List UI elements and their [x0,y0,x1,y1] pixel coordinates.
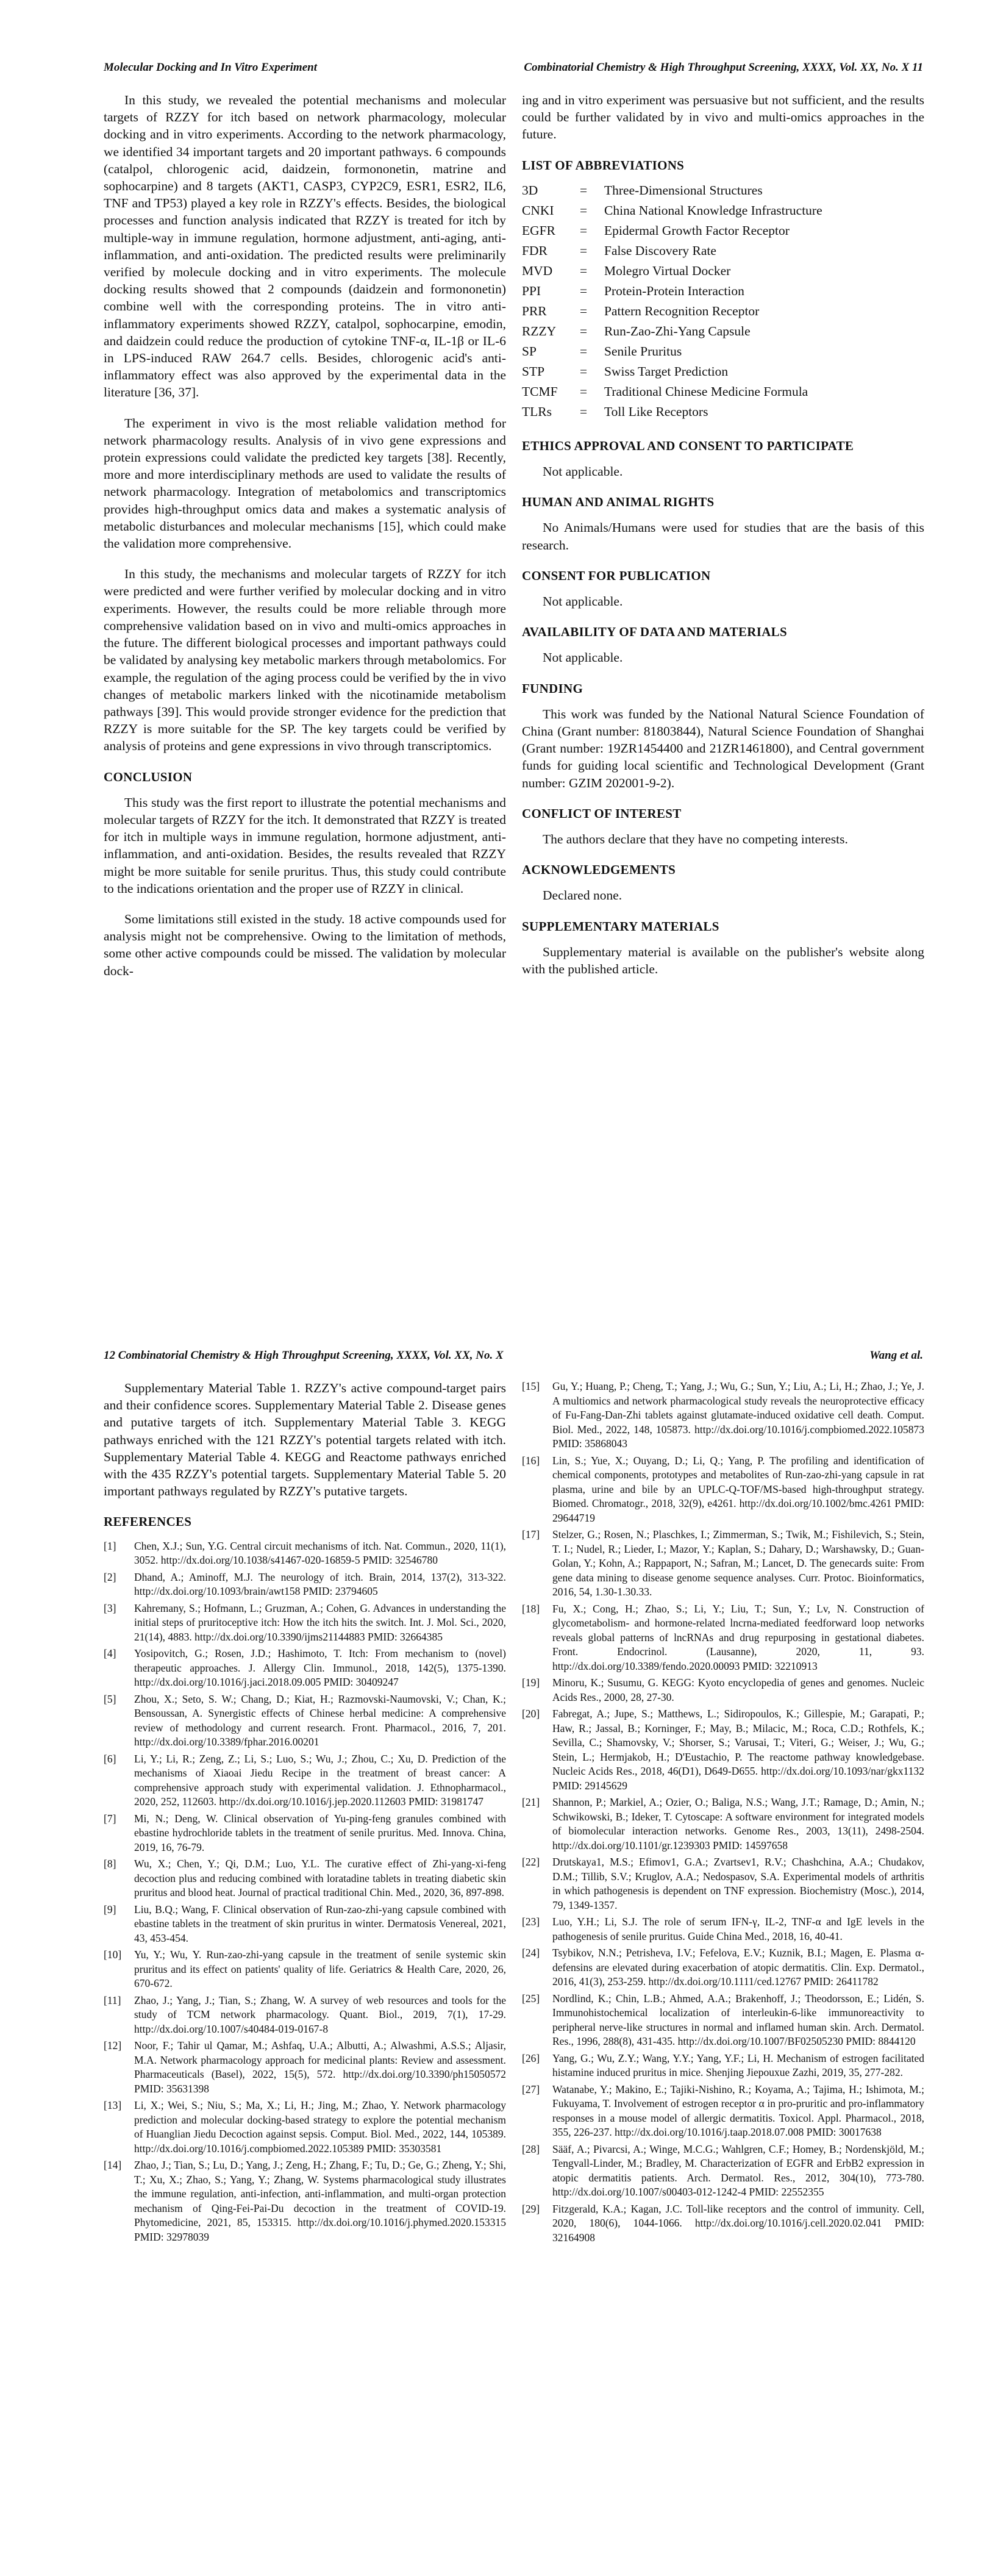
reference-item [522,1676,924,1705]
reference-number: [25] [522,1992,540,2005]
reference-item [522,1454,924,1526]
abbreviation-equals: = [580,384,588,399]
reference-text: Zhao, J.; Tian, S.; Lu, D.; Yang, J.; Zeng, H.; Zhang, F.; Tu, D.; Ge, G.; Zheng, Y.; Shi, T.; Xu, X.; Zhao, S.; Yang, Y.; Zhang, W. Systems pharmacological study illustrates the immune regulation, anti-infection, anti-inflammation, and multi-organ protection mechanism of Qing-Fei-Pai-Du decoction in the treatment of COVID-19. Phytomedicine, 2021, 85, 153315. http://dx.doi.org/10.1016/j.phymed.2020.153315 PMID: 32978039 [134,2159,506,2243]
abbreviation-term: RZZY [522,323,557,338]
reference-number: [22] [522,1856,540,1868]
reference-item [522,1602,924,1674]
reference-item [104,1752,506,1809]
reference-text: Sääf, A.; Pivarcsi, A.; Winge, M.C.G.; Wahlgren, C.F.; Homey, B.; Nordenskjöld, M.; Tengvall-Linder, M.; Bradley, M. Characterization of EGFR and ErbB2 expression in atopic dermatitis patients. Arch. Dermatol. Res., 2012, 304(10), 773-780. http://dx.doi.org/10.1007/s00403-012-1242-4 PMID: 22552355 [552,2142,924,2198]
reference-text: Nordlind, K.; Chin, L.B.; Ahmed, A.A.; Brakenhoff, J.; Theodorsson, E.; Lidén, S. Immunohistochemical localization of interleukin-6-like immunoreactivity to peripheral nerve-like structures in normal and inflamed human skin. Arch. Dermatol. Res., 1996, 288(8), 431-435. http://dx.doi.org/10.1007/BF02505230 PMID: 8844120 [552,1992,924,2047]
continuation-paragraph: ing and in vitro experiment was persuasive but not sufficient, and the results could be further validated by in vivo and multi-omics approaches in the future. [522,93,924,142]
reference-item [522,1855,924,1912]
acknowledgements-heading: ACKNOWLEDGEMENTS [522,862,676,878]
reference-number: [20] [522,1708,540,1720]
reference-text: Luo, Y.H.; Li, S.J. The role of serum IFN-γ, IL-2, TNF-α and IgE levels in the pathogenesis of senile pruritus. Guide China Med., 2018, 16, 40-41. [552,1916,924,1942]
reference-item [522,1992,924,2049]
reference-text: Gu, Y.; Huang, P.; Cheng, T.; Yang, J.; Wu, G.; Sun, Y.; Liu, A.; Li, H.; Zhao, J.; Ye, J. A multiomics and network pharmacological study reveals the neuroprotective efficacy of Fu-Fang-Dan-Zhi tablets against glutamate-induced oxidative cell death. Comput. Biol. Med., 2022, 148, 105873. http://dx.doi.org/10.1016/j.compbiomed.2022.105873 PMID: 35868043 [552,1380,924,1450]
abbreviation-definition: Three-Dimensional Structures [604,182,763,198]
reference-text: Fu, X.; Cong, H.; Zhao, S.; Li, Y.; Liu, T.; Sun, Y.; Lv, N. Construction of glycometabolism- and hormone-related lncrna-mediated feedforward loop networks reveals global patterns of lncRNAs and drug repurposing in gestational diabetes. Front. Endocrinol. (Lausanne), 2020, 11, 93. http://dx.doi.org/10.3389/fendo.2020.00093 PMID: 32210913 [552,1602,924,1672]
abbreviation-definition: Run-Zao-Zhi-Yang Capsule [604,323,751,338]
abbreviation-term: PPI [522,283,541,298]
conclusion-heading: CONCLUSION [104,769,193,784]
reference-item [104,1539,506,1568]
acknowledgements-text: Declared none. [543,888,622,903]
abbreviation-equals: = [580,404,588,419]
abbreviation-equals: = [580,303,588,318]
reference-item [104,1948,506,1991]
abbreviation-equals: = [580,283,588,298]
abbreviation-equals: = [580,202,588,218]
conflict-heading: CONFLICT OF INTEREST [522,806,682,821]
abbreviation-term: TLRs [522,404,552,419]
reference-text: Drutskaya1, M.S.; Efimov1, G.A.; Zvartsev1, R.V.; Chashchina, A.A.; Chudakov, D.M.; Tillib, S.V.; Kruglov, A.A.; Nedospasov, S.A. Experimental models of arthritis in which pathogenesis is dependent on TNF expression. Biochemistry (Mosc.), 2014, 79, 1349-1357. [552,1856,924,1911]
supplementary-text: Supplementary material is available on the publisher's website along with the published article. [522,944,924,977]
conclusion-paragraph: This study was the first report to illustrate the potential mechanisms and molecular targets of RZZY for the itch. It demonstrated that RZZY is treated for itch in multiple ways in immune regulation, hormone adjustment, anti-inflammation, and anti-oxidation. Besides, the results revealed that RZZY might be more suitable for senile pruritus. Thus, this study could contribute to the indications orientation and the proper use of RZZY in clinical. [104,795,506,896]
reference-item [104,1857,506,1900]
reference-text: Stelzer, G.; Rosen, N.; Plaschkes, I.; Zimmerman, S.; Twik, M.; Fishilevich, S.; Stein, T. I.; Nudel, R.; Lieder, I.; Mazor, Y.; Kaplan, S.; Dahary, D.; Warshawsky, D.; Guan-Golan, Y.; Kohn, A.; Rappaport, N.; Safran, M.; Lancet, D. The genecards suite: From gene data mining to disease genome sequence analyses. Curr. Protoc. Bioinformatics, 2016, 54, 1.30-1.30.33. [552,1528,924,1598]
journal-header: 12 Combinatorial Chemistry & High Throughput Screening, XXXX, Vol. XX, No. X [104,1349,504,1362]
human-animal-text: No Animals/Humans were used for studies that are the basis of this research. [522,520,924,553]
running-title: Molecular Docking and In Vitro Experiment [104,61,317,74]
abbreviation-equals: = [580,323,588,338]
discussion-paragraph: In this study, we revealed the potential mechanisms and molecular targets of RZZY for itch based on network pharmacology, molecular docking and in vitro experiments. According to the network pharmacology, we identified 34 important targets and 20 important pathways. 6 compounds (catalpol, chlorogenic acid, daidzein, formononetin, matrine and sophocarpine) and 8 targets (AKT1, CASP3, CYP2C9, ESR1, ESR2, IL6, TNF and TP53) played a key role in RZZY's effects. Besides, the biological processes and function analysis indicated that RZZY is treated for itch by multiple-way in immune regulation, hormone adjustment, anti-aging, anti-inflammation, and anti-oxidation. The predicted results were preliminarily verified by molecule docking and in vitro experiments. The molecule docking results showed that 2 compounds (daidzein and formononetin) combine well with the corresponding proteins. The in vitro anti-inflammatory experiments showed RZZY, catalpol, sophocarpine, emodin, and daidzein could reduce the production of cytokine TNF-α, IL-1β or IL-6 in LPS-induced RAW 264.7 cells. Besides, chlorogenic acid's anti-inflammatory effect was also approved by the experimental data in the literature [36, 37]. [104,93,506,400]
page-12 [0,1288,995,2576]
reference-item [104,2158,506,2244]
reference-text: Yang, G.; Wu, Z.Y.; Wang, Y.Y.; Yang, Y.F.; Li, H. Mechanism of estrogen facilitated histamine induced pruritus in mice. Shenjing Jiepouxue Zazhi, 2019, 35, 277-282. [552,2052,924,2078]
abbreviation-term: PRR [522,303,547,318]
reference-text: Yosipovitch, G.; Rosen, J.D.; Hashimoto, T. Itch: From mechanism to (novel) therapeutic approaches. J. Allergy Clin. Immunol., 2018, 142(5), 1375-1390. http://dx.doi.org/10.1016/j.jaci.2018.09.005 PMID: 30409247 [134,1647,506,1689]
reference-number: [21] [522,1796,540,1808]
reference-item [104,1903,506,1946]
reference-list-right [522,1379,924,2245]
reference-number: [9] [104,1903,116,1916]
consent-heading: CONSENT FOR PUBLICATION [522,568,711,583]
reference-text: Li, X.; Wei, S.; Niu, S.; Ma, X.; Li, H.; Jing, M.; Zhao, Y. Network pharmacology prediction and molecular docking-based strategy to explore the potential mechanism of Huanglian Jiedu Decoction against sepsis. Comput. Biol. Med., 2022, 144, 105389. http://dx.doi.org/10.1016/j.compbiomed.2022.105389 PMID: 35303581 [134,2099,506,2155]
reference-text: Watanabe, Y.; Makino, E.; Tajiki-Nishino, R.; Koyama, A.; Tajima, H.; Ishimota, M.; Fukuyama, T. Involvement of estrogen receptor α in pro-pruritic and pro-inflammatory responses in a mouse model of allergic dermatitis. Toxicol. Appl. Pharmacol., 2018, 355, 226-237. http://dx.doi.org/10.1016/j.taap.2018.07.008 PMID: 30017638 [552,2083,924,2138]
supplementary-heading: SUPPLEMENTARY MATERIALS [522,918,719,934]
reference-number: [18] [522,1602,540,1615]
right-column [522,91,924,991]
abbreviation-definition: Pattern Recognition Receptor [604,303,760,318]
human-animal-heading: HUMAN AND ANIMAL RIGHTS [522,495,715,510]
reference-item [104,1692,506,1750]
abbreviation-definition: Swiss Target Prediction [604,363,729,379]
abbreviation-equals: = [580,343,588,359]
reference-item [104,2039,506,2096]
reference-number: [1] [104,1539,116,1552]
reference-number: [19] [522,1676,540,1689]
supplementary-tables-paragraph: Supplementary Material Table 1. RZZY's active compound-target pairs and their confidence scores. Supplementary Material Table 2. Disease genes and putative targets of itch. Supplementary Material Table 3. KEGG pathways enriched with the 121 RZZY's potential targets related with itch. Supplementary Material Table 4. KEGG and Reactome pathways enriched with the 435 RZZY's potential targets. Supplementary Material Table 5. 20 important pathways regulated by RZZY's putative targets. [104,1381,506,1499]
abbreviation-term: MVD [522,263,553,278]
abbreviation-term: TCMF [522,384,558,399]
reference-list-left [104,1539,506,2245]
abbreviation-definition: Traditional Chinese Medicine Formula [604,384,808,399]
reference-item [522,1528,924,1600]
author-header: Wang et al. [869,1349,923,1362]
reference-text: Fitzgerald, K.A.; Kagan, J.C. Toll-like receptors and the control of immunity. Cell, 2020, 180(6), 1044-1066. http://dx.doi.org/10.1016/j.cell.2020.02.041 PMID: 32164908 [552,2202,924,2244]
reference-item [104,1812,506,1855]
reference-number: [16] [522,1454,540,1467]
abbreviation-definition: Epidermal Growth Factor Receptor [604,223,790,238]
reference-item [104,1601,506,1645]
ethics-heading: ETHICS APPROVAL AND CONSENT TO PARTICIPATE [522,438,854,453]
abbreviation-equals: = [580,223,588,238]
abbreviation-definition: China National Knowledge Infrastructure [604,202,822,218]
reference-item [522,1915,924,1944]
reference-item [522,1379,924,1451]
reference-item [522,2142,924,2200]
reference-number: [15] [522,1380,540,1392]
reference-text: Shannon, P.; Markiel, A.; Ozier, O.; Baliga, N.S.; Wang, J.T.; Ramage, D.; Amin, N.; Schwikowski, B.; Ideker, T. Cytoscape: A software environment for integrated models of biomolecular interaction networks. Genome Res., 2003, 13(11), 2498-2504. http://dx.doi.org/10.1101/gr.1239303 PMID: 14597658 [552,1796,924,1852]
page-header [104,61,923,78]
consent-text: Not applicable. [543,594,623,609]
abbreviation-term: CNKI [522,202,554,218]
reference-text: Zhou, X.; Seto, S. W.; Chang, D.; Kiat, H.; Razmovski-Naumovski, V.; Chan, K.; Bensoussan, A. Synergistic effects of Chinese herbal medicine: A comprehensive review of methodology and current research. Front. Pharmacol., 2016, 7, 201. http://dx.doi.org/10.3389/fphar.2016.00201 [134,1692,506,1748]
abbreviation-equals: = [580,182,588,198]
abbreviation-equals: = [580,363,588,379]
reference-number: [23] [522,1916,540,1928]
abbreviation-definition: Senile Pruritus [604,343,682,359]
abbreviation-definition: Toll Like Receptors [604,404,708,419]
right-column [522,1379,924,2247]
reference-text: Li, Y.; Li, R.; Zeng, Z.; Li, S.; Luo, S.; Wu, J.; Zhou, C.; Xu, D. Prediction of the mechanisms of Xiaoai Jiedu Recipe in the treatment of breast cancer: A comprehensive approach study with experimental validation. J. Ethnopharmacol., 2020, 252, 112603. http://dx.doi.org/10.1016/j.jep.2020.112603 PMID: 31981747 [134,1752,506,1808]
reference-number: [13] [104,2099,122,2112]
abbreviation-term: SP [522,343,537,359]
reference-number: [14] [104,2159,122,2172]
reference-item [522,1946,924,1989]
reference-text: Chen, X.J.; Sun, Y.G. Central circuit mechanisms of itch. Nat. Commun., 2020, 11(1), 3052. http://dx.doi.org/10.1038/s41467-020-16859-5 PMID: 32546780 [134,1539,506,1567]
reference-item [104,1994,506,2037]
reference-number: [3] [104,1601,116,1614]
reference-item [104,1647,506,1690]
left-column [104,1379,506,2247]
abbreviations-heading: LIST OF ABBREVIATIONS [522,157,685,173]
reference-item [522,2083,924,2140]
reference-text: Fabregat, A.; Jupe, S.; Matthews, L.; Sidiropoulos, K.; Gillespie, M.; Garapati, P.; Haw, R.; Jassal, B.; Korninger, F.; May, B.; Milacic, M.; Roca, C.D.; Rothfels, K.; Sevilla, C.; Shamovsky, V.; Shorser, S.; Varusai, T.; Viteri, G.; Weiser, J.; Wu, G.; Stein, L.; Hermjakob, H.; D'Eustachio, P. The reactome pathway knowledgebase. Nucleic Acids Res., 2018, 46(D1), D649-D655. http://dx.doi.org/10.1093/nar/gkx1132 PMID: 29145629 [552,1708,924,1792]
abbreviation-term: FDR [522,243,547,258]
reference-text: Mi, N.; Deng, W. Clinical observation of Yu-ping-feng granules combined with ebastine hydrochloride tablets in the treatment of senile pruritus. Med. Innova. China, 2019, 16, 76-79. [134,1812,506,1853]
discussion-paragraph: In this study, the mechanisms and molecular targets of RZZY for itch were predicted and were further verified by molecular docking and in vitro experiments. However, the results could be more reliable through more comprehensive validation based on in vivo and multi-omics approaches in the future. The different biological processes and important pathways could be validated by analysing key metabolic markers through metabolomics. For example, the regulation of the aging process could be verified by the in vivo changes of metabolic markers linked with the nicotinamide metabolism pathways [39]. This would provide stronger evidence for the prediction that RZZY is more suitable for the SP. The key targets could be verified by analysis of proteins and gene expressions in vivo through transcriptomics. [104,567,506,754]
reference-text: Yu, Y.; Wu, Y. Run-zao-zhi-yang capsule in the treatment of senile systemic skin pruritus and its effect on patients' quality of life. Geriatrics & Health Care, 2020, 26, 670-672. [134,1948,506,1990]
reference-item [522,1707,924,1793]
reference-number: [6] [104,1752,116,1765]
reference-number: [5] [104,1692,116,1705]
reference-number: [17] [522,1528,540,1540]
reference-number: [28] [522,2142,540,2155]
abbreviation-definition: Molegro Virtual Docker [604,263,731,278]
reference-text: Wu, X.; Chen, Y.; Qi, D.M.; Luo, Y.L. The curative effect of Zhi-yang-xi-feng decoction plus and reducing combined with loratadine tablets in treating diabetic skin pruritus and blood heat. Journal of practical traditional Chin. Med., 2020, 36, 897-898. [134,1858,506,1899]
abbreviation-equals: = [580,243,588,258]
reference-text: Lin, S.; Yue, X.; Ouyang, D.; Li, Q.; Yang, P. The profiling and identification of chemical components, prototypes and metabolites of Run-zao-zhi-yang capsule in rat plasma, urine and bile by an UPLC-Q-TOF/MS-based high-throughput strategy. Biomed. Chromatogr., 2018, 32(9), e4261. http://dx.doi.org/10.1002/bmc.4261 PMID: 29644719 [552,1454,924,1524]
reference-text: Noor, F.; Tahir ul Qamar, M.; Ashfaq, U.A.; Albutti, A.; Alwashmi, A.S.S.; Aljasir, M.A. Network pharmacology approach for medicinal plants: Review and assessment. Pharmaceuticals (Basel), 2022, 15(5), 572. http://dx.doi.org/10.3390/ph15050572 PMID: 35631398 [134,2039,506,2095]
funding-heading: FUNDING [522,681,583,696]
reference-item [522,2052,924,2080]
reference-item [104,1570,506,1599]
abbreviation-term: EGFR [522,223,555,238]
reference-number: [26] [522,2052,540,2064]
references-heading: REFERENCES [104,1514,192,1530]
reference-number: [11] [104,1994,121,2006]
reference-text: Liu, B.Q.; Wang, F. Clinical observation of Run-zao-zhi-yang capsule combined with ebastine tablets in the treatment of skin pruritus in winter. Dermatosis Venereal, 2021, 43, 453-454. [134,1903,506,1944]
reference-text: Zhao, J.; Yang, J.; Tian, S.; Zhang, W. A survey of web resources and tools for the study of TCM network pharmacology. Quant. Biol., 2019, 7(1), 17-29. http://dx.doi.org/10.1007/s40484-019-0167-8 [134,1994,506,2035]
abbreviation-definition: False Discovery Rate [604,243,716,258]
page-header [104,1349,923,1366]
abbreviation-equals: = [580,263,588,278]
reference-text: Tsybikov, N.N.; Petrisheva, I.V.; Fefelova, E.V.; Kuznik, B.I.; Magen, E. Plasma α-defensins are elevated during exacerbation of atopic dermatitis. Clin. Exp. Dermatol., 2016, 41(3), 253-259. http://dx.doi.org/10.1111/ced.12767 PMID: 26411782 [552,1947,924,1987]
reference-item [104,2098,506,2156]
abbreviation-term: 3D [522,182,538,198]
conflict-text: The authors declare that they have no competing interests. [543,832,848,847]
reference-number: [24] [522,1947,540,1959]
reference-text: Kahremany, S.; Hofmann, L.; Gruzman, A.; Cohen, G. Advances in understanding the initial steps of pruritoceptive itch: How the itch hits the switch. Int. J. Mol. Sci., 2020, 21(14), 4883. http://dx.doi.org/10.3390/ijms21144883 PMID: 32664385 [134,1601,506,1643]
reference-item [522,2202,924,2245]
conclusion-paragraph: Some limitations still existed in the study. 18 active compounds used for analysis might not be comprehensive. Owing to the limitation of methods, some other active compounds could be missed. The validation by molecular dock- [104,911,506,978]
reference-number: [27] [522,2083,540,2095]
abbreviation-definition: Protein-Protein Interaction [604,283,744,298]
availability-text: Not applicable. [543,650,623,665]
ethics-text: Not applicable. [543,464,623,479]
reference-number: [8] [104,1858,116,1870]
reference-item [522,1795,924,1853]
funding-text: This work was funded by the National Natural Science Foundation of China (Grant number: 81803844), Natural Science Foundation of Shanghai (Grant number: 19ZR1454400 and 21ZR1461800), and Central government funds for guiding local scientific and Technological Development (Grant number: GZIM 202001-9-2). [522,706,924,790]
reference-number: [29] [522,2202,540,2215]
discussion-paragraph: The experiment in vivo is the most reliable validation method for network pharmacology results. Analysis of in vivo gene expressions and protein expressions could validate the predicted key targets [38]. Recently, more and more interdisciplinary methods are used to validate the results of network pharmacology. Integration of metabolomics and transcriptomics provides high-throughput omics data and makes a systematic analysis of metabolic disturbances and molecular mechanisms [15], which could make the validation more comprehensive. [104,415,506,551]
reference-text: Dhand, A.; Aminoff, M.J. The neurology of itch. Brain, 2014, 137(2), 313-322. http://dx.doi.org/10.1093/brain/awt158 PMID: 23794605 [134,1570,506,1598]
availability-heading: AVAILABILITY OF DATA AND MATERIALS [522,624,787,640]
reference-number: [2] [104,1570,116,1583]
abbreviation-term: STP [522,363,545,379]
reference-number: [7] [104,1812,116,1825]
left-column [104,91,506,993]
reference-number: [12] [104,2039,122,2052]
reference-text: Minoru, K.; Susumu, G. KEGG: Kyoto encyclopedia of genes and genomes. Nucleic Acids Res., 2000, 28, 27-30. [552,1676,924,1703]
journal-header: Combinatorial Chemistry & High Throughput Screening, XXXX, Vol. XX, No. X 11 [524,61,923,74]
reference-number: [10] [104,1948,122,1961]
reference-number: [4] [104,1647,116,1660]
abbreviations-list [522,182,924,420]
